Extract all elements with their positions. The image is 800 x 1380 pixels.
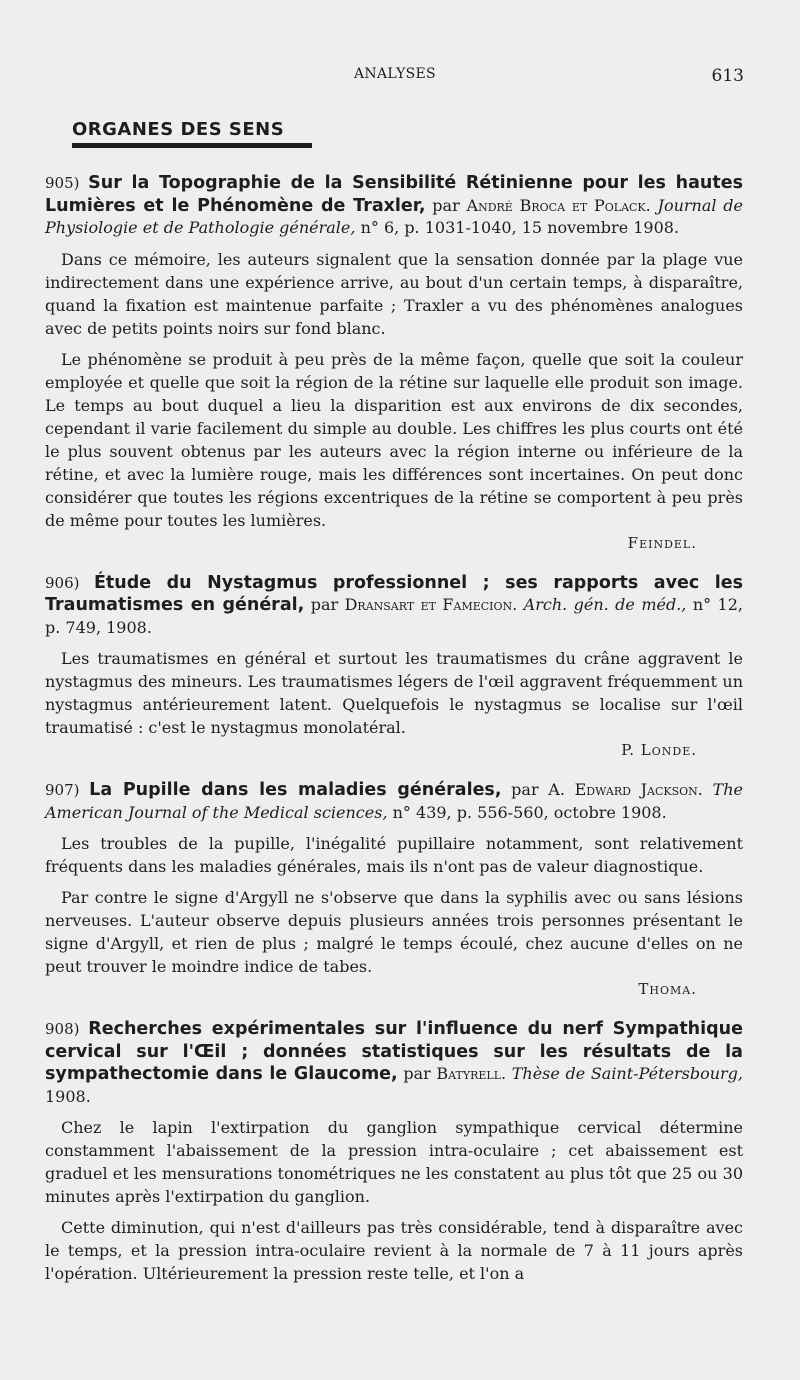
article-list (45, 172, 743, 1303)
article-details: n° 6, p. 1031-1040, 15 novembre 1908. (355, 218, 680, 237)
running-header (0, 66, 800, 88)
article-title: Recherches expérimentales sur l'influence du nerf Sympathique cervical sur l'Œil ; données statistiques sur les résultats de la sympathectomie dans le Glaucome, (45, 1019, 743, 1084)
article-title: La Pupille dans les maladies générales, (89, 780, 502, 800)
article-number: 906) (45, 573, 80, 592)
article-by: par (397, 1064, 437, 1083)
article-paragraph: Les traumatismes en général et surtout les traumatismes du crâne aggravent le nystagmus des mineurs. Les traumatismes légers de l'œil aggravent fréquemment un nystagmus antérieurement latent. Quelquefois le nystagmus se localise sur l'œil traumatisé : c'est le nystagmus monolatéral. (45, 649, 743, 737)
article-number: 908) (45, 1020, 80, 1038)
article-heading (45, 572, 743, 640)
article-by: par (501, 780, 549, 799)
article-paragraph: Les troubles de la pupille, l'inégalité pupillaire notamment, sont relativement fréquents dans les maladies générales, mais ils n'ont pas de valeur diagnostique. (45, 834, 743, 876)
section-underline (72, 143, 312, 148)
article-paragraph: Cette diminution, qui n'est d'ailleurs pas très considérable, tend à disparaître avec le temps, et la pression intra-oculaire revient à la normale de 7 à 11 jours après l'opération. Ultérieurement la pression reste telle, et l'on a (45, 1218, 743, 1283)
article-906 (45, 572, 743, 762)
article-signature: Thoma. (638, 980, 697, 998)
article-journal: Journal de Physiologie et de Pathologie générale, (45, 195, 744, 237)
article-number: 907) (45, 781, 80, 799)
article-details: n° 439, p. 556-560, octobre 1908. (387, 802, 667, 822)
article-905 (45, 172, 743, 554)
article-title: Sur la Topographie de la Sensibilité Rétinienne pour les hautes Lumières et le Phénomène de Traxler, (45, 173, 743, 216)
article-paragraph: Par contre le signe d'Argyll ne s'observe que dans la syphilis avec ou sans lésions nerveuses. L'auteur observe depuis plusieurs années trois personnes présentant le signe d'Argyll, et rien de plus ; malgré le temps écoulé, chez aucune d'elles on ne peut trouver le moindre indice de tabes. (45, 888, 743, 976)
article-heading (45, 779, 743, 824)
article-by: par (425, 195, 467, 215)
page-number: 613 (711, 66, 744, 86)
article-journal: Arch. gén. de méd., (517, 595, 687, 614)
article-paragraph: Le phénomène se produit à peu près de la même façon, quelle que soit la couleur employée et quelle que soit la région de la rétine sur laquelle elle produit son image. Le temps au bout duquel a lieu la disparition est aux environs de dix secondes, cependant il varie facilement du simple au double. Les chiffres les plus courts ont été le plus souvent obtenus par les auteurs avec la région interne ou inférieure de la rétine, et avec la lumière rouge, mais les différences sont incertaines. On peut donc considérer que toutes les régions excentriques de la rétine se comportent à peu près de même pour toutes les lumières. (45, 349, 743, 530)
article-paragraph: Chez le lapin l'extirpation du ganglion sympathique cervical détermine constamment l'abaissement de la pression intra-oculaire ; cet abaissement est graduel et les mensurations tonométriques ne les constatent au plus tôt que 25 ou 30 minutes après l'extirpation du ganglion. (45, 1118, 743, 1206)
article-authors: A. Edward Jackson. (548, 780, 703, 799)
article-authors: Dransart et Famecion. (344, 595, 518, 614)
article-heading (45, 1018, 743, 1108)
article-signature: Feindel. (627, 533, 697, 552)
article-details: 1908. (45, 1086, 91, 1106)
article-journal: Thèse de Saint-Pétersbourg, (506, 1064, 744, 1083)
article-details: n° 12, p. 749, 1908. (45, 595, 744, 637)
article-signature: P. Londe. (621, 741, 697, 759)
article-journal: The American Journal of the Medical sciences, (45, 780, 743, 822)
article-authors: André Broca et Polack. (466, 195, 651, 215)
article-paragraph: Dans ce mémoire, les auteurs signalent que la sensation donnée par la plage vue indirectement dans une expérience arrive, au bout d'un certain temps, à disparaître, quand la fixation est maintenue parfaite ; Traxler a vu des phénomènes analogues avec de petits points noirs sur fond blanc. (45, 249, 743, 338)
article-number: 905) (45, 174, 80, 192)
article-title: Étude du Nystagmus professionnel ; ses rapports avec les Traumatismes en général, (45, 572, 743, 615)
article-heading (45, 172, 743, 240)
article-907 (45, 779, 743, 1000)
article-908 (45, 1018, 743, 1285)
section-title: ORGANES DES SENS (72, 119, 285, 140)
header-title: ANALYSES (354, 66, 436, 82)
article-authors: Batyrell. (436, 1064, 507, 1083)
article-by: par (304, 595, 345, 614)
